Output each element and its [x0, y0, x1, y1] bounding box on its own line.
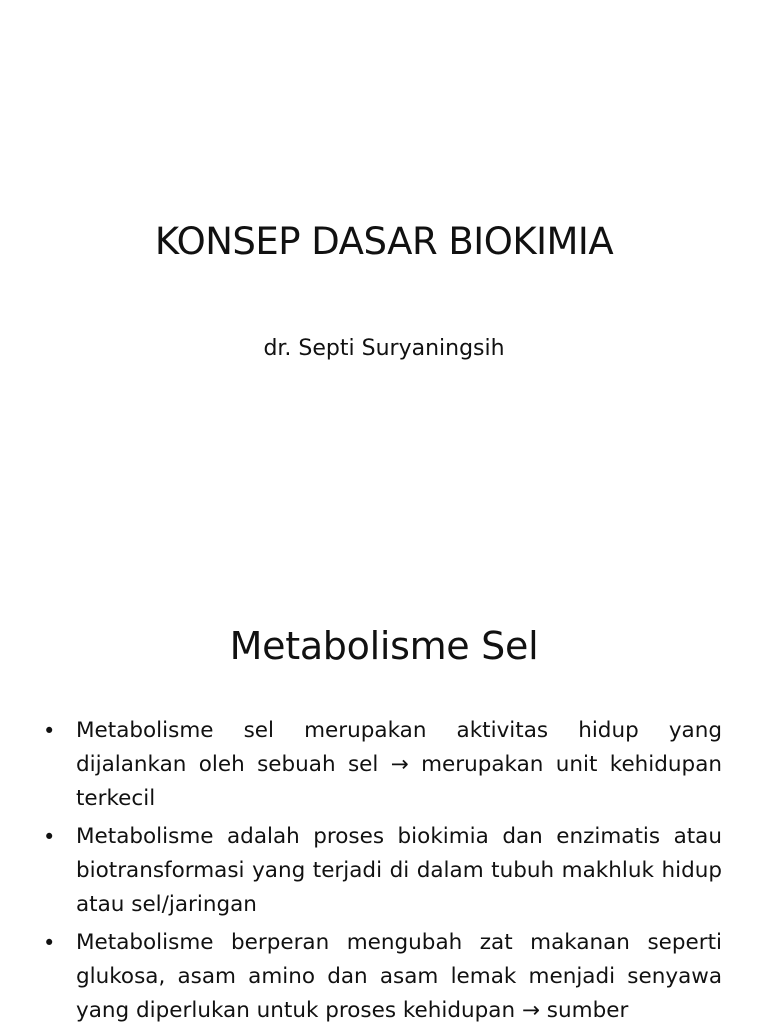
slide-title: Metabolisme Sel [229, 624, 539, 668]
bullet-text: Metabolisme adalah proses biokimia dan enzimatis atau biotransformasi yang terjadi di dalam tubuh makhluk hidup atau sel/jaringan [76, 824, 722, 917]
bullet-list [40, 714, 722, 1024]
content-slide [0, 576, 768, 1024]
author-name: dr. Septi Suryaningsih [263, 336, 505, 361]
bullet-icon: • [43, 825, 56, 849]
presentation-title: KONSEP DASAR BIOKIMIA [154, 220, 614, 263]
bullet-item [40, 926, 722, 1024]
bullet-icon: • [43, 719, 56, 743]
bullet-text: Metabolisme sel merupakan aktivitas hidup yang dijalankan oleh sebuah sel → merupakan unit kehidupan terkecil [76, 718, 722, 811]
bullet-icon: • [43, 931, 56, 955]
bullet-item [40, 820, 722, 922]
bullet-text: Metabolisme berperan mengubah zat makanan seperti glukosa, asam amino dan asam lemak menjadi senyawa yang diperlukan untuk proses kehidupan → sumber [76, 930, 722, 1023]
bullet-item [40, 714, 722, 816]
